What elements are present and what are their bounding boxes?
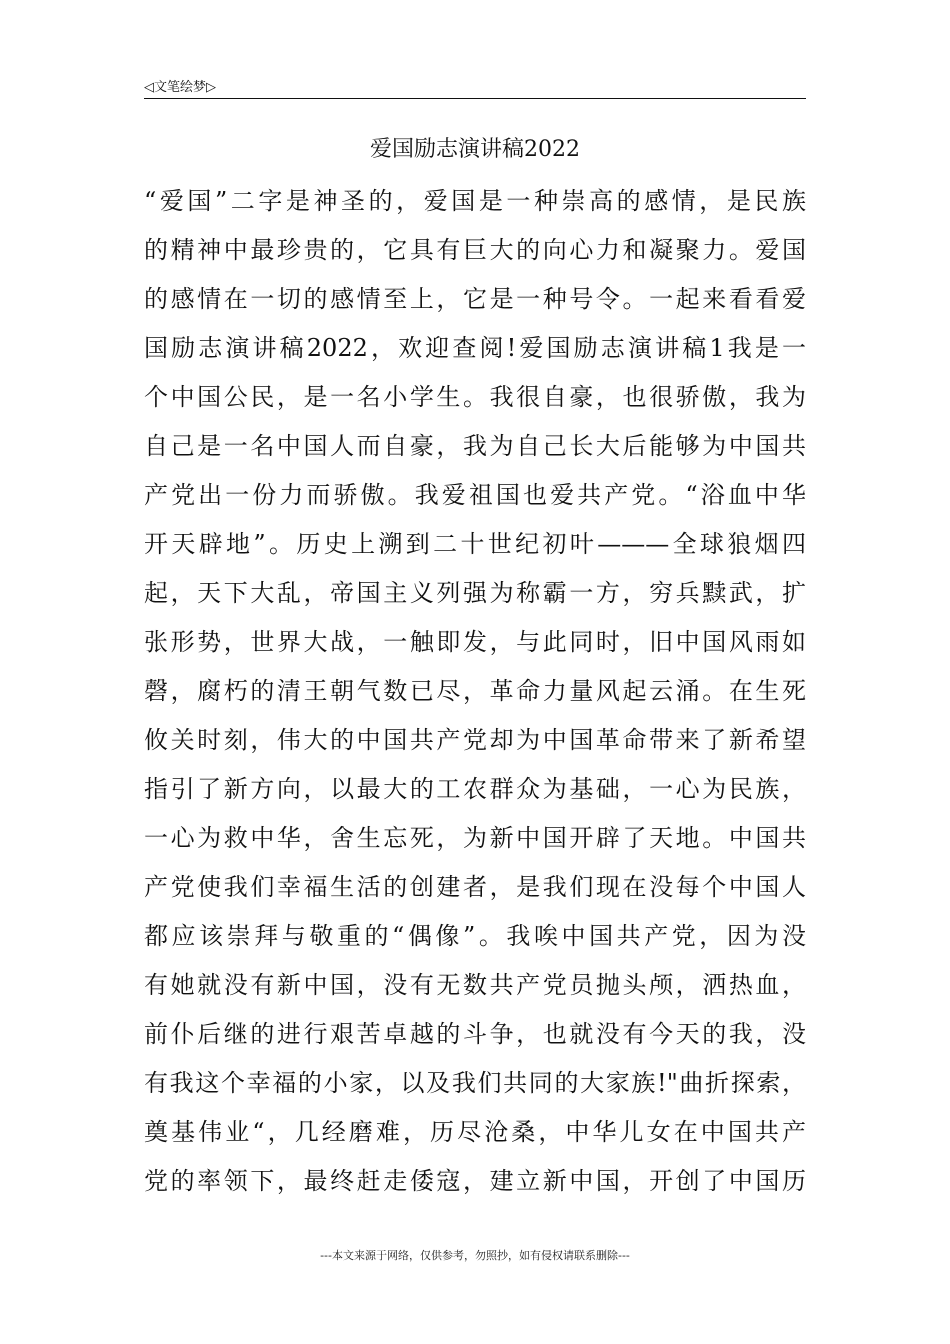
body-line: 奠基伟业“，几经磨难，历尽沧桑，中华儿女在中国共产 — [144, 1118, 806, 1146]
document-body — [144, 181, 806, 1210]
body-line: 自己是一名中国人而自豪，我为自己长大后能够为中国共 — [144, 432, 806, 460]
body-line: 个中国公民，是一名小学生。我很自豪，也很骄傲，我为 — [144, 383, 806, 411]
body-line: 的精神中最珍贵的，它具有巨大的向心力和凝聚力。爱国 — [144, 236, 806, 264]
body-line: 国励志演讲稿2022，欢迎查阅!爱国励志演讲稿1我是一 — [144, 334, 806, 362]
body-line: 产党使我们幸福生活的创建者，是我们现在没每个中国人 — [144, 873, 806, 901]
body-line: 都应该崇拜与敬重的“偶像”。我唉中国共产党，因为没 — [144, 922, 806, 950]
body-line: 党的率领下，最终赶走倭寇，建立新中国，开创了中国历 — [144, 1167, 806, 1195]
footer-notice: ---本文来源于网络，仅供参考，勿照抄，如有侵权请联系删除--- — [320, 1249, 630, 1262]
body-line: 一心为救中华，舍生忘死，为新中国开辟了天地。中国共 — [144, 824, 806, 852]
body-line: 攸关时刻，伟大的中国共产党却为中国革命带来了新希望 — [144, 726, 806, 754]
body-line: 的感情在一切的感情至上，它是一种号令。一起来看看爱 — [144, 285, 806, 313]
body-line: 前仆后继的进行艰苦卓越的斗争，也就没有今天的我，没 — [144, 1020, 806, 1048]
page-header — [144, 74, 806, 99]
body-line: 张形势，世界大战，一触即发，与此同时，旧中国风雨如 — [144, 628, 806, 656]
body-line: 磬，腐朽的清王朝气数已尽，革命力量风起云涌。在生死 — [144, 677, 806, 705]
body-line: 产党出一份力而骄傲。我爱祖国也爱共产党。“浴血中华 — [144, 481, 806, 509]
document-title: 爱国励志演讲稿2022 — [370, 137, 580, 162]
header-brand: ◁文笔绘梦▷ — [144, 80, 216, 95]
body-line: 起，天下大乱，帝国主义列强为称霸一方，穷兵黩武，扩 — [144, 579, 806, 607]
body-line: 指引了新方向，以最大的工农群众为基础，一心为民族， — [144, 775, 806, 803]
body-line: 有我这个幸福的小家，以及我们共同的大家族!"曲折探索， — [144, 1069, 806, 1097]
body-line: 开天辟地”。历史上溯到二十世纪初叶———全球狼烟四 — [144, 530, 806, 558]
body-line: “爱国”二字是神圣的，爱国是一种崇高的感情，是民族 — [144, 187, 806, 215]
body-line: 有她就没有新中国，没有无数共产党员抛头颅，洒热血， — [144, 971, 806, 999]
